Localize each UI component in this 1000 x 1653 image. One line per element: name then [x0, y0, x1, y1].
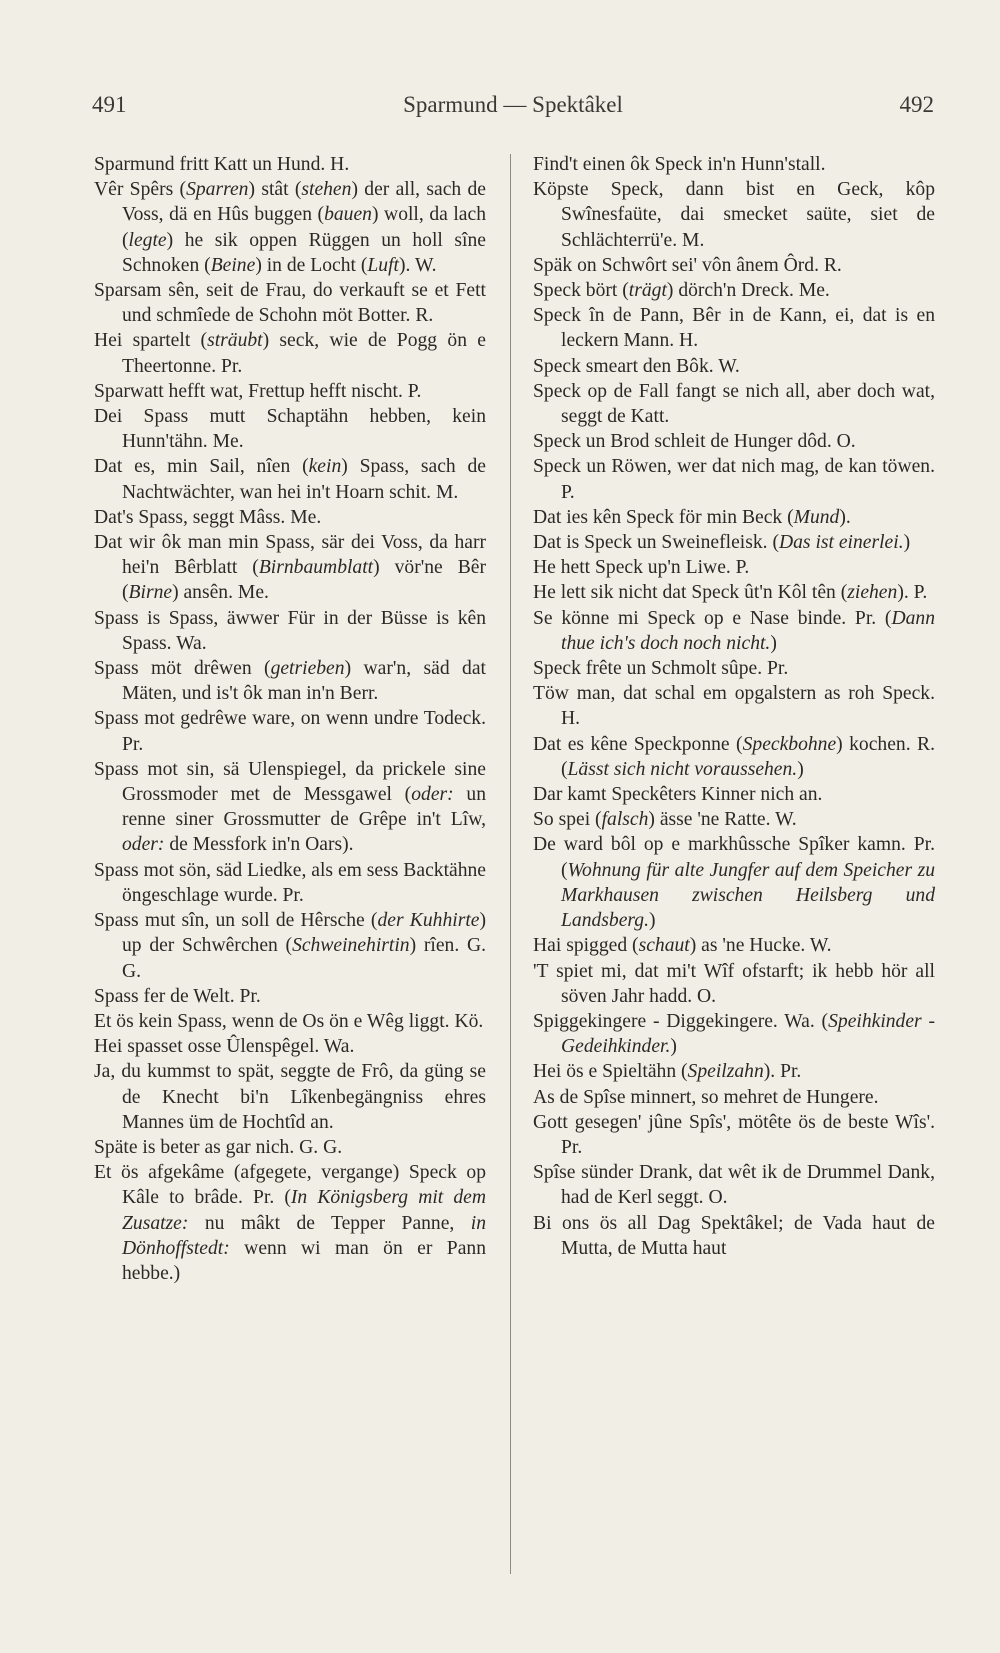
dictionary-entry: Speck smeart den Bôk. W. [533, 355, 740, 377]
dictionary-entry: Spass mot gedrêwe ware, on wenn undre Todeck. Pr. [94, 708, 486, 755]
dictionary-entry: Spîse sünder Drank, dat wêt ik de Drummel Dank, had de Kerl seggt. O. [533, 1162, 935, 1209]
gloss: in Dönhoffstedt: [122, 1212, 486, 1259]
gloss: kein [308, 456, 342, 478]
dictionary-entry: Speck în de Pann, Bêr in de Kann, ei, dat is en leckern Mann. H. [533, 305, 935, 352]
gloss: Das ist einerlei. [778, 532, 904, 554]
gloss: Sparren [186, 179, 249, 201]
gloss: Speckbohne [742, 733, 837, 755]
dictionary-entry: As de Spîse minnert, so mehret de Hungere. [533, 1086, 879, 1108]
dictionary-entry: Spass is Spass, äwwer Für in der Büsse is kên Spass. Wa. [94, 607, 486, 654]
dictionary-entry: Find't einen ôk Speck in'n Hunn'stall. [533, 154, 826, 175]
dictionary-entry: Töw man, dat schal em opgalstern as roh Speck. H. [533, 683, 935, 730]
dictionary-entry: Hai spigged (schaut) as 'ne Hucke. W. [533, 935, 832, 957]
page-number-right: 492 [899, 92, 934, 117]
dictionary-entry: Hei ös e Spieltähn (Speilzahn). Pr. [533, 1061, 802, 1083]
gloss: Dann thue ich's doch noch nicht. [561, 607, 935, 654]
dictionary-entry: Hei spasset osse Ûlenspêgel. Wa. [94, 1036, 355, 1058]
dictionary-entry: Köpste Speck, dann bist en Geck, kôp Swînesfaüte, dai smecket saüte, siet de Schlächterrü'e. M. [533, 179, 935, 251]
dictionary-entry: 'T spiet mi, dat mi't Wîf ofstarft; ik hebb hör all söven Jahr hadd. O. [533, 960, 935, 1007]
right-column [533, 152, 935, 1261]
dictionary-entry: Spass möt drêwen (getrieben) war'n, säd dat Mäten, und is't ôk man in'n Berr. [94, 658, 486, 705]
dictionary-entry: Dat's Spass, seggt Mâss. Me. [94, 506, 322, 528]
gloss: Birne [128, 582, 173, 604]
dictionary-entry: Spass mot sön, säd Liedke, als em sess Backtähne öngeschlage wurde. Pr. [94, 859, 486, 906]
gloss: Schweinehirtin [292, 935, 410, 957]
dictionary-entry: Ja, du kummst to spät, seggte de Frô, da güng se de Knecht bi'n Lîkenbegängniss ehres Mannes üm de Hochtîd an. [94, 1061, 486, 1133]
dictionary-entry: Späk on Schwôrt sei' vôn ânem Ôrd. R. [533, 254, 842, 276]
dictionary-entry: Dat is Speck un Sweinefleisk. (Das ist einerlei.) [533, 532, 911, 554]
gloss: Mund [793, 506, 840, 528]
dictionary-entry: Spass mut sîn, un soll de Hêrsche (der Kuhhirte) up der Schwêrchen (Schweinehirtin) rîen. G. G. [94, 910, 486, 982]
dictionary-entry: Spass fer de Welt. Pr. [94, 985, 261, 1007]
dictionary-entry: Speck un Röwen, wer dat nich mag, de kan töwen. P. [533, 456, 935, 503]
dictionary-entry: He lett sik nicht dat Speck ût'n Kôl tên (ziehen). P. [533, 582, 928, 604]
gloss: ziehen [847, 582, 898, 604]
gloss: oder: [122, 834, 165, 856]
column-divider [510, 154, 511, 1574]
dictionary-entry: Dat es, min Sail, nîen (kein) Spass, sach de Nachtwächter, wan hei in't Hoarn schit. M. [94, 456, 487, 503]
gloss: Beine [210, 254, 256, 276]
dictionary-entry: Sparwatt hefft wat, Frettup hefft nischt. P. [94, 380, 422, 402]
gloss: bauen [324, 204, 372, 226]
dictionary-entry: Gott gesegen' jûne Spîs', mötête ös de beste Wîs'. Pr. [533, 1111, 935, 1158]
dictionary-entry: Sparsam sên, seit de Frau, do verkauft se et Fett und schmîede de Schohn möt Botter. R. [94, 280, 486, 327]
dictionary-entry: Et ös kein Spass, wenn de Os ön e Wêg liggt. Kö. [94, 1010, 484, 1032]
dictionary-entry: Dar kamt Speckêters Kinner nich an. [533, 784, 823, 806]
dictionary-entry: Hei spartelt (sträubt) seck, wie de Pogg ön e Theertonne. Pr. [94, 330, 486, 377]
dictionary-entry: De ward bôl op e markhûssche Spîker kamn. Pr. (Wohnung für alte Jungfer auf dem Speicher zu Markhausen zwischen Heilsberg und Landsberg.) [533, 834, 935, 932]
gloss: oder: [411, 784, 454, 806]
gloss: Birnbaumblatt [258, 557, 374, 579]
gloss: In Königsberg mit dem Zusatze: [122, 1187, 486, 1234]
left-column [94, 152, 486, 1286]
gloss: sträubt [207, 330, 263, 352]
gloss: der Kuhhirte [377, 910, 480, 932]
dictionary-entry: He hett Speck up'n Liwe. P. [533, 557, 750, 579]
dictionary-entry: Speck op de Fall fangt se nich all, aber doch wat, seggt de Katt. [533, 380, 935, 428]
dictionary-entry: Späte is beter as gar nich. G. G. [94, 1136, 343, 1158]
dictionary-entry: Dat es kêne Speckponne (Speckbohne) kochen. R. (Lässt sich nicht voraussehen.) [533, 733, 935, 780]
dictionary-entry: Speck frête un Schmolt sûpe. Pr. [533, 658, 789, 680]
dictionary-entry: Spiggekingere - Diggekingere. Wa. (Speihkinder - Gedeihkinder.) [533, 1010, 935, 1058]
gloss: Lässt sich nicht voraussehen. [567, 758, 798, 780]
gloss: falsch [601, 809, 649, 831]
gloss: Wohnung für alte Jungfer auf dem Speicher zu Markhausen zwischen Heilsberg und Landsberg. [561, 859, 935, 932]
dictionary-entry: Dei Spass mutt Schaptähn hebben, kein Hunn'tähn. Me. [94, 406, 486, 453]
gloss: getrieben [270, 658, 345, 680]
gloss: schaut [638, 935, 690, 957]
dictionary-entry: Et ös afgekâme (afgegete, vergange) Speck op Kâle to brâde. Pr. (In Königsberg mit dem Zusatze: nu mâkt de Tepper Panne, in Dönhoffstedt: wenn wi man ön er Pann hebbe.) [94, 1162, 486, 1284]
gloss: legte [128, 229, 167, 251]
dictionary-entry: Sparmund fritt Katt un Hund. H. [94, 154, 350, 175]
gloss: Speihkinder - Gedeihkinder. [561, 1010, 935, 1058]
dictionary-entry: Dat ies kên Speck för min Beck (Mund). [533, 506, 851, 528]
running-header [92, 92, 934, 126]
gloss: trägt [628, 280, 667, 302]
dictionary-entry: Speck un Brod schleit de Hunger dôd. O. [533, 431, 856, 453]
dictionary-entry: Bi ons ös all Dag Spektâkel; de Vada haut de Mutta, de Mutta haut [533, 1212, 935, 1259]
dictionary-entry: Speck bört (trägt) dörch'n Dreck. Me. [533, 280, 830, 302]
dictionary-entry: Spass mot sin, sä Ulenspiegel, da prickele sine Grossmoder met de Messgawel (oder: un renne siner Grossmutter de Grêpe in't Lîw, oder: de Messfork in'n Oars). [94, 758, 486, 856]
dictionary-entry: Dat wir ôk man min Spass, sär dei Voss, da harr hei'n Bêrblatt (Birnbaumblatt) vör'ne Bêr (Birne) ansên. Me. [94, 532, 486, 604]
gloss: Luft [367, 254, 399, 276]
running-title: Sparmund — Spektâkel [403, 92, 623, 117]
dictionary-entry: Se könne mi Speck op e Nase binde. Pr. (Dann thue ich's doch noch nicht.) [533, 607, 935, 654]
gloss: Speilzahn [687, 1061, 764, 1083]
dictionary-entry: So spei (falsch) ässe 'ne Ratte. W. [533, 809, 797, 831]
gloss: stehen [301, 179, 352, 201]
page-number-left: 491 [92, 92, 127, 117]
dictionary-entry: Vêr Spêrs (Sparren) stât (stehen) der all, sach de Voss, dä en Hûs buggen (bauen) woll, da lach (legte) he sik oppen Rüggen un holl sîne Schnoken (Beine) in de Locht (Luft). W. [94, 179, 487, 276]
